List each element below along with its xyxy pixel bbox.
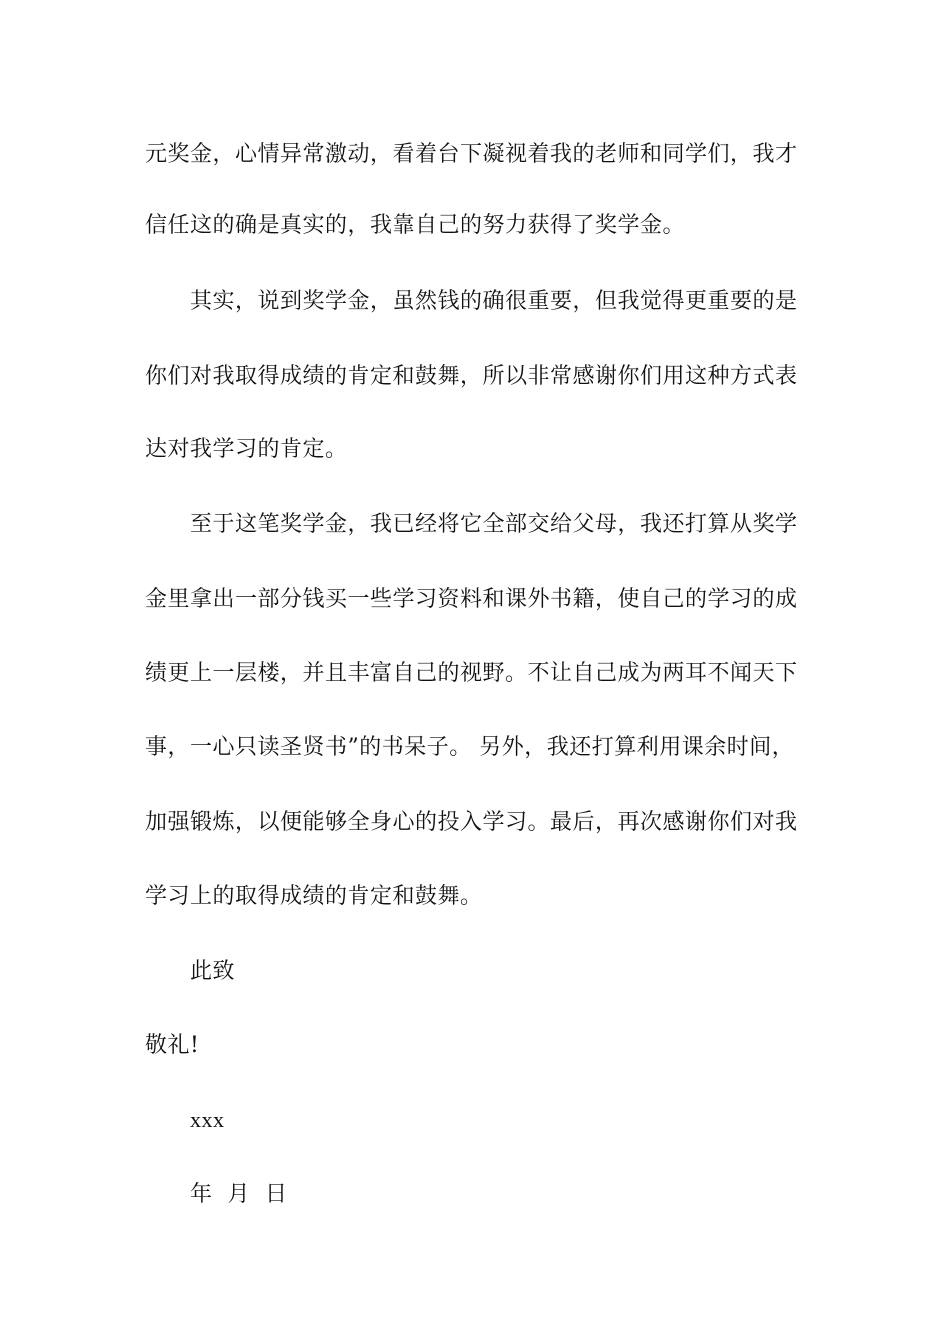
paragraph-first-line: 至于这笔奖学金，我已经将它全部交给父母，我还打算从奖学 xyxy=(190,512,798,537)
body-text-line: 加强锻炼，以便能够全身心的投入学习。最后，再次感谢你们对我 xyxy=(145,810,798,835)
body-text-line: 达对我学习的肯定。 xyxy=(145,437,348,462)
body-text-line: 信任这的确是真实的，我靠自己的努力获得了奖学金。 xyxy=(145,213,686,238)
body-text-line: 金里拿出一部分钱买一些学习资料和课外书籍，使自己的学习的成 xyxy=(145,587,798,612)
body-text-line: 事，一心只读圣贤书”的书呆子。 另外，我还打算利用课余时间， xyxy=(145,735,795,760)
closing-salutation: 此致 xyxy=(190,959,236,984)
paragraph-first-line: 其实，说到奖学金，虽然钱的确很重要，但我觉得更重要的是 xyxy=(190,289,798,314)
body-text-line: 绩更上一层楼，并且丰富自己的视野。不让自己成为两耳不闻天下 xyxy=(145,661,798,686)
body-text-line: 学习上的取得成绩的肯定和鼓舞。 xyxy=(145,884,483,909)
signature: xxx xyxy=(190,1107,225,1132)
body-text-line: 你们对我取得成绩的肯定和鼓舞，所以非常感谢你们用这种方式表 xyxy=(145,364,798,389)
closing-regards: 敬礼! xyxy=(145,1033,200,1058)
date-line: 年 月 日 xyxy=(190,1182,288,1207)
body-text-line: 元奖金，心情异常激动，看着台下凝视着我的老师和同学们，我才 xyxy=(145,142,798,167)
